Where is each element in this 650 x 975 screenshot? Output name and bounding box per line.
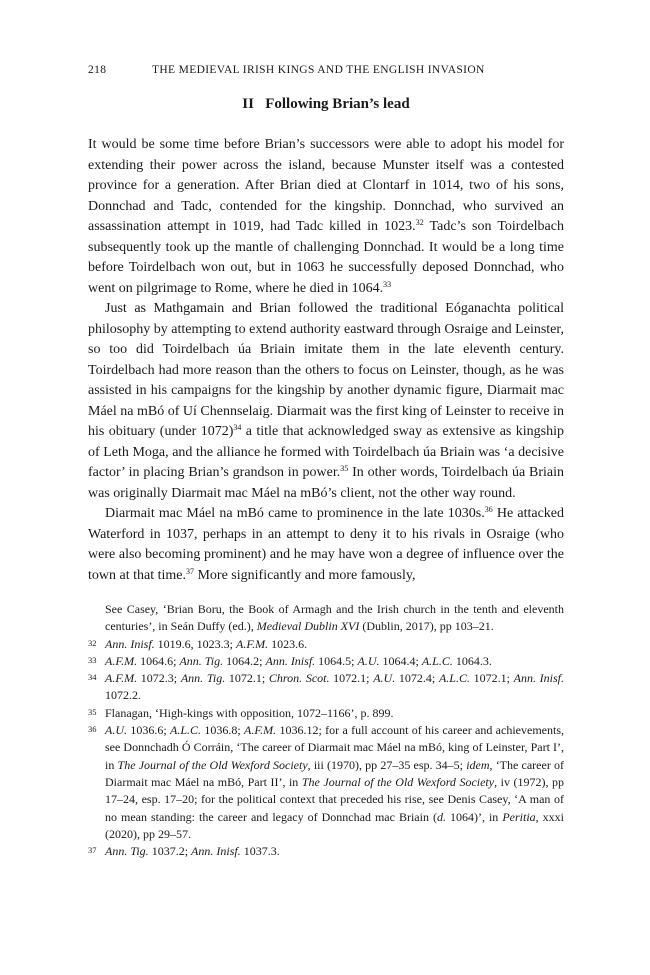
body-paragraph (88, 135, 564, 299)
text-run: , iv (1972), pp 17–24, esp. 17–20; for the political context that preceded his rise, see Denis Casey, ‘A man of no mean standing: the career and legacy of Donnchad mac Briain ( (105, 774, 565, 824)
footnote-text (105, 602, 564, 633)
citation-italic: A.L.C. (421, 653, 453, 668)
citation-italic: Peritia (502, 809, 536, 824)
page-number: 218 (88, 64, 107, 76)
text-run: 1064.4; (379, 653, 422, 668)
footnote-text (105, 637, 307, 651)
text-run: Just as Mathgamain and Brian followed the traditional Eóganachta political philosophy by attempting to extend authority eastward through Osraige and Leinster, so too did Toirdelbach úa Briain imitate them in the late eleventh century. Toirdelbach had more reason than the others to focus on Leinster, though, as he was assisted in his campaigns for the kingship by another dynamic figure, Diarmait mac Máel na mBó of Uí Chennselaig. Diarmait was the first king of Leinster to receive in his obituary (under 1072) (88, 301, 564, 439)
text-run: , xxxi (2020), pp 29–57. (105, 809, 564, 841)
footnote-text (105, 706, 394, 720)
citation-italic: A.U. (105, 723, 127, 738)
body-paragraph (88, 299, 564, 504)
text-run: 1036.8; (201, 723, 245, 738)
footnote (88, 601, 564, 636)
text-run: 1064.6; (137, 653, 180, 668)
text-run: 1064.3. (452, 653, 492, 668)
text-run: 1072.1; (329, 671, 374, 686)
footnotes (88, 601, 564, 860)
text-run: (Dublin, 2017), pp 103–21. (359, 619, 494, 634)
text-run: See Casey, ‘Brian Boru, the Book of Armagh and the Irish church in the tenth and eleventh centuries’, in Seán Duffy (ed.), (105, 602, 564, 634)
footnote-text (105, 654, 492, 668)
citation-italic: The Journal of the Old Wexford Society (301, 774, 495, 789)
text-run: 1072.1; (469, 671, 514, 686)
citation-italic: A.L.C. (438, 671, 470, 686)
text-run: a title that acknowledged sway as extensive as kingship of Leth Moga, and the alliance he formed with Toirdelbach úa Briain was ‘a decisive factor’ in placing Brian’s grandson in power. (88, 424, 564, 480)
footnote-ref: 35 (340, 464, 349, 473)
citation-italic: Ann. Inisf. (105, 636, 155, 651)
citation-italic: Chron. Scot. (268, 671, 330, 686)
footnote-ref: 33 (383, 279, 392, 289)
body-text (88, 135, 564, 586)
footnote-ref: 34 (233, 423, 242, 432)
section-heading: II Following Brian’s lead (242, 96, 410, 112)
text-run: 1019.6, 1023.3; (154, 636, 237, 651)
footnote-ref: 37 (185, 566, 194, 576)
text-run: 1072.3; (137, 671, 181, 686)
citation-italic: idem (466, 757, 490, 772)
text-run: , iii (1970), pp 27–35 esp. 34–5; (307, 757, 467, 772)
footnote (88, 705, 564, 722)
text-run: Tadc’s son Toirdelbach subsequently took up the mantle of challenging Donnchad. It would be a long time before Toirdelbach won out, but in 1063 he successfully deposed Donnchad, who went on pilgrimage to Rome, where he died in 1064. (88, 219, 564, 296)
text-run: 1064)’, in (445, 809, 503, 824)
citation-italic: A.L.C. (170, 723, 202, 738)
citation-italic: Ann. Tig. (180, 671, 226, 686)
footnote-text (105, 844, 280, 858)
footnote-number: 37 (88, 845, 97, 856)
citation-italic: A.U. (373, 671, 396, 686)
text-run: More significantly and more famously, (193, 567, 416, 583)
footnote (88, 636, 564, 653)
citation-italic: Ann. Tig. (105, 844, 149, 859)
citation-italic: Ann. Inisf. (513, 671, 565, 686)
footnote-text (105, 723, 564, 841)
citation-italic: A.F.M. (105, 653, 138, 668)
footnote-number: 32 (88, 637, 97, 648)
text-run: 1064.5; (315, 653, 358, 668)
citation-italic: A.F.M. (236, 636, 269, 651)
text-run: 1037.3. (240, 844, 280, 859)
footnote-ref: 32 (415, 218, 424, 227)
footnote (88, 653, 564, 670)
citation-italic: The Journal of the Old Wexford Society (117, 757, 308, 772)
citation-italic: A.U. (357, 653, 380, 668)
text-run: 1036.12; for a full account of his career and achievements, see Donnchadh Ó Corráin, ‘The career of Diarmait mac Máel na mBó, king of Leinster, Part I’, in (105, 723, 564, 772)
citation-italic: Medieval Dublin XVI (256, 619, 360, 634)
text-run: 1072.4; (395, 671, 439, 686)
text-run: He attacked Waterford in 1037, perhaps in an attempt to deny it to his rivals in Osraige (who were also becoming prominent) and he may have won a degree of influence over the town at that time. (88, 506, 564, 583)
text-run: , ‘The career of Diarmait mac Máel na mBó, Part II’, in (105, 757, 564, 789)
citation-italic: Ann. Inisf. (265, 653, 316, 668)
citation-italic: Ann. Inisf. (191, 844, 241, 859)
text-run: 1023.6. (268, 636, 308, 651)
text-run: It would be some time before Brian’s successors were able to adopt his model for extending their power across the island, because Munster itself was a contested province for a generation. After Brian died at Clontarf in 1014, two of his sons, Donnchad and Tadc, contended for the kingship. Donnchad, who survived an assassination attempt in 1019, had Tadc killed in 1023. (88, 137, 564, 234)
footnote-number: 34 (88, 672, 97, 683)
footnote-number: 33 (88, 654, 97, 665)
text-run: 1064.2; (223, 653, 266, 668)
footnote (88, 670, 564, 705)
citation-italic: d. (436, 809, 446, 824)
citation-italic: A.F.M. (244, 723, 277, 738)
running-title: THE MEDIEVAL IRISH KINGS AND THE ENGLISH INVASION (152, 64, 485, 76)
text-run: In other words, Toirdelbach úa Briain was originally Diarmait mac Máel na mBó’s client, not the other way round. (88, 465, 565, 501)
body-paragraph (88, 504, 564, 586)
text-run: 1072.1; (225, 671, 269, 686)
footnote-ref: 36 (484, 505, 493, 514)
footnote (88, 843, 564, 860)
footnote-number: 36 (88, 724, 97, 735)
text-run: Flanagan, ‘High-kings with opposition, 1072–1166’, p. 899. (105, 705, 394, 720)
citation-italic: Ann. Tig. (179, 653, 224, 668)
citation-italic: A.F.M. (105, 671, 138, 686)
text-run: 1072.2. (105, 688, 141, 703)
text-run: Diarmait mac Máel na mBó came to prominence in the late 1030s. (105, 506, 485, 521)
text-run: 1037.2; (148, 844, 192, 859)
footnote-text (105, 671, 564, 702)
footnote-number: 35 (88, 706, 97, 717)
footnote (88, 722, 564, 843)
text-run: 1036.6; (127, 723, 170, 738)
